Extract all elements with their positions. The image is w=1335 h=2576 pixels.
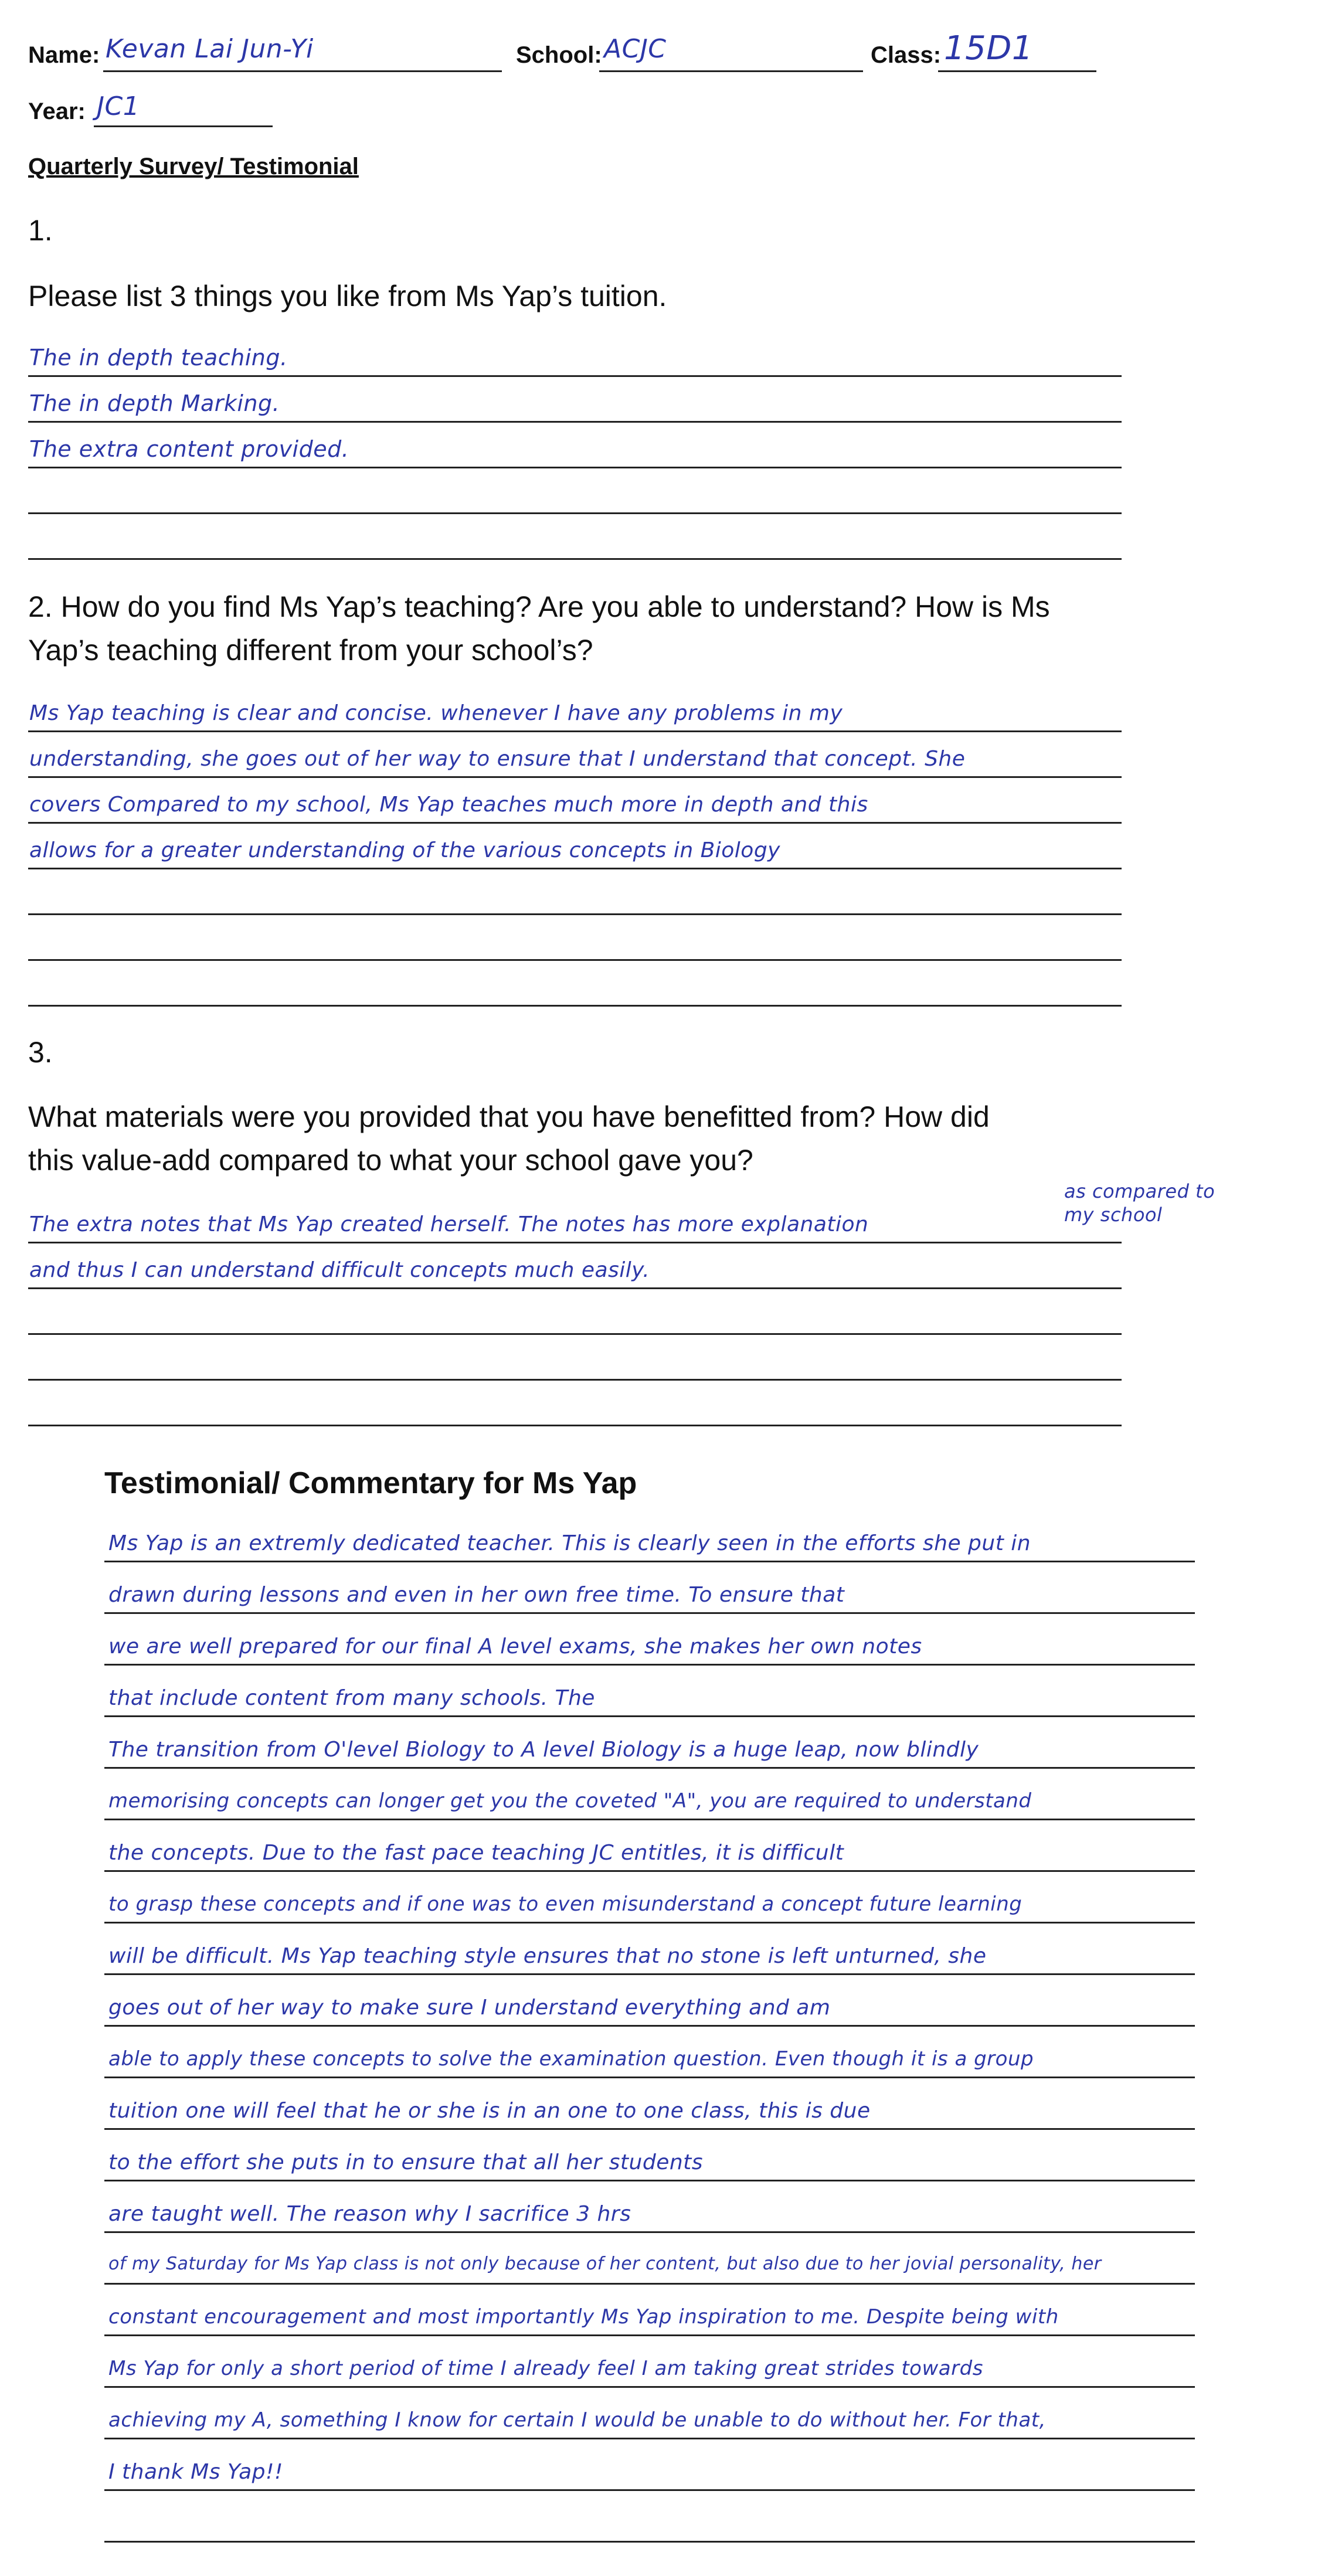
q2-line-3 [28, 822, 1122, 824]
testimonial-rule-19 [104, 2489, 1195, 2491]
testimonial-rule-16 [104, 2334, 1195, 2336]
testimonial-line-12: tuition one will feel that he or she is in an one to one class, this is due [108, 2099, 871, 2123]
q2-line-4 [28, 868, 1122, 869]
q3-answer-1: The extra notes that Ms Yap created herself. The notes has more explanation [29, 1212, 869, 1236]
testimonial-line-5: The transition from O'level Biology to A level Biology is a huge leap, now blindly [108, 1738, 979, 1762]
q2-answer-2: understanding, she goes out of her way to ensure that I understand that concept. She [29, 747, 966, 771]
class-line [938, 70, 1096, 72]
testimonial-rule-13 [104, 2180, 1195, 2181]
q2-line-5 [28, 913, 1122, 915]
q3-question-line-2: this value-add compared to what your school gave you? [28, 1144, 753, 1177]
testimonial-rule-12 [104, 2128, 1195, 2130]
q2-line-2 [28, 776, 1122, 778]
testimonial-line-7: the concepts. Due to the fast pace teaching JC entitles, it is difficult [108, 1841, 844, 1865]
testimonial-rule-11 [104, 2077, 1195, 2078]
q1-answer-1: The in depth teaching. [29, 345, 288, 371]
testimonial-line-13: to the effort she puts in to ensure that all her students [108, 2150, 704, 2174]
testimonial-rule-2 [104, 1612, 1195, 1614]
testimonial-line-14: are taught well. The reason why I sacrifice 3 hrs [108, 2202, 631, 2226]
q3-line-2 [28, 1287, 1122, 1289]
testimonial-rule-1 [104, 1561, 1195, 1562]
q2-line-7 [28, 1005, 1122, 1007]
q1-line-2 [28, 421, 1122, 423]
testimonial-line-15: of my Saturday for Ms Yap class is not only because of her content, but also due to her jovial personality, her [108, 2254, 1102, 2274]
q2-question-line-1: 2. How do you find Ms Yap’s teaching? Are you able to understand? How is Ms [28, 590, 1050, 623]
testimonial-line-8: to grasp these concepts and if one was to even misunderstand a concept future learning [108, 1892, 1023, 1916]
class-value: 15D1 [944, 29, 1034, 67]
class-label: Class: [871, 42, 942, 68]
year-line [94, 125, 273, 127]
q3-number: 3. [28, 1036, 53, 1069]
testimonial-line-19: I thank Ms Yap!! [108, 2460, 283, 2484]
testimonial-rule-5 [104, 1767, 1195, 1769]
testimonial-line-4: that include content from many schools. The [108, 1686, 595, 1710]
testimonial-line-17: Ms Yap for only a short period of time I already feel I am taking great strides towards [108, 2357, 983, 2380]
q2-answer-1: Ms Yap teaching is clear and concise. whenever I have any problems in my [29, 701, 843, 725]
testimonial-line-11: able to apply these concepts to solve the examination question. Even though it is a group [108, 2047, 1034, 2071]
testimonial-line-18: achieving my A, something I know for certain I would be unable to do without her. For that, [108, 2408, 1046, 2432]
school-value: ACJC [604, 34, 667, 64]
testimonial-line-1: Ms Yap is an extremly dedicated teacher. This is clearly seen in the efforts she put in [108, 1531, 1031, 1555]
q2-line-6 [28, 959, 1122, 961]
testimonial-rule-18 [104, 2438, 1195, 2439]
testimonial-rule-14 [104, 2231, 1195, 2233]
testimonial-heading: Testimonial/ Commentary for Ms Yap [104, 1466, 637, 1500]
q3-margin-note: as compared to my school [1064, 1180, 1215, 1226]
survey-title: Quarterly Survey/ Testimonial [28, 154, 359, 179]
q3-line-5 [28, 1425, 1122, 1426]
testimonial-rule-3 [104, 1664, 1195, 1666]
q1-line-4 [28, 512, 1122, 514]
q1-line-3 [28, 467, 1122, 468]
testimonial-rule-15 [104, 2283, 1195, 2285]
q3-answer-2: and thus I can understand difficult concepts much easily. [29, 1258, 650, 1282]
q2-line-1 [28, 730, 1122, 732]
name-value: Kevan Lai Jun-Yi [106, 34, 314, 64]
q2-question-line-2: Yap’s teaching different from your school’s? [28, 634, 593, 667]
testimonial-line-9: will be difficult. Ms Yap teaching style ensures that no stone is left unturned, she [108, 1944, 987, 1968]
name-label: Name: [28, 42, 100, 68]
testimonial-line-3: we are well prepared for our final A level exams, she makes her own notes [108, 1634, 922, 1659]
q3-line-4 [28, 1379, 1122, 1381]
q1-answer-2: The in depth Marking. [29, 390, 280, 416]
testimonial-line-2: drawn during lessons and even in her own free time. To ensure that [108, 1583, 845, 1607]
q1-number: 1. [28, 214, 53, 247]
name-line [103, 70, 502, 72]
school-line [599, 70, 863, 72]
q3-line-3 [28, 1333, 1122, 1335]
testimonial-rule-6 [104, 1819, 1195, 1820]
q2-answer-4: allows for a greater understanding of the various concepts in Biology [29, 838, 780, 862]
testimonial-line-10: goes out of her way to make sure I understand everything and am [108, 1996, 831, 2020]
q1-answer-3: The extra content provided. [29, 436, 349, 462]
testimonial-line-6: memorising concepts can longer get you the coveted "A", you are required to understand [108, 1789, 1032, 1813]
year-value: JC1 [97, 91, 140, 121]
q2-answer-3: covers Compared to my school, Ms Yap teaches much more in depth and this [29, 793, 868, 817]
testimonial-rule-20 [104, 2541, 1195, 2543]
school-label: School: [516, 42, 602, 68]
testimonial-line-16: constant encouragement and most importantly Ms Yap inspiration to me. Despite being with [108, 2305, 1059, 2329]
q3-line-1 [28, 1242, 1122, 1243]
q1-question: Please list 3 things you like from Ms Yap’s tuition. [28, 280, 667, 312]
testimonial-rule-9 [104, 1973, 1195, 1975]
testimonial-rule-7 [104, 1870, 1195, 1872]
testimonial-rule-10 [104, 2025, 1195, 2027]
q1-line-1 [28, 375, 1122, 377]
testimonial-rule-17 [104, 2386, 1195, 2388]
year-label: Year: [28, 98, 86, 124]
testimonial-rule-4 [104, 1715, 1195, 1717]
q3-question-line-1: What materials were you provided that you have benefitted from? How did [28, 1100, 990, 1133]
q1-line-5 [28, 558, 1122, 560]
testimonial-rule-8 [104, 1922, 1195, 1923]
